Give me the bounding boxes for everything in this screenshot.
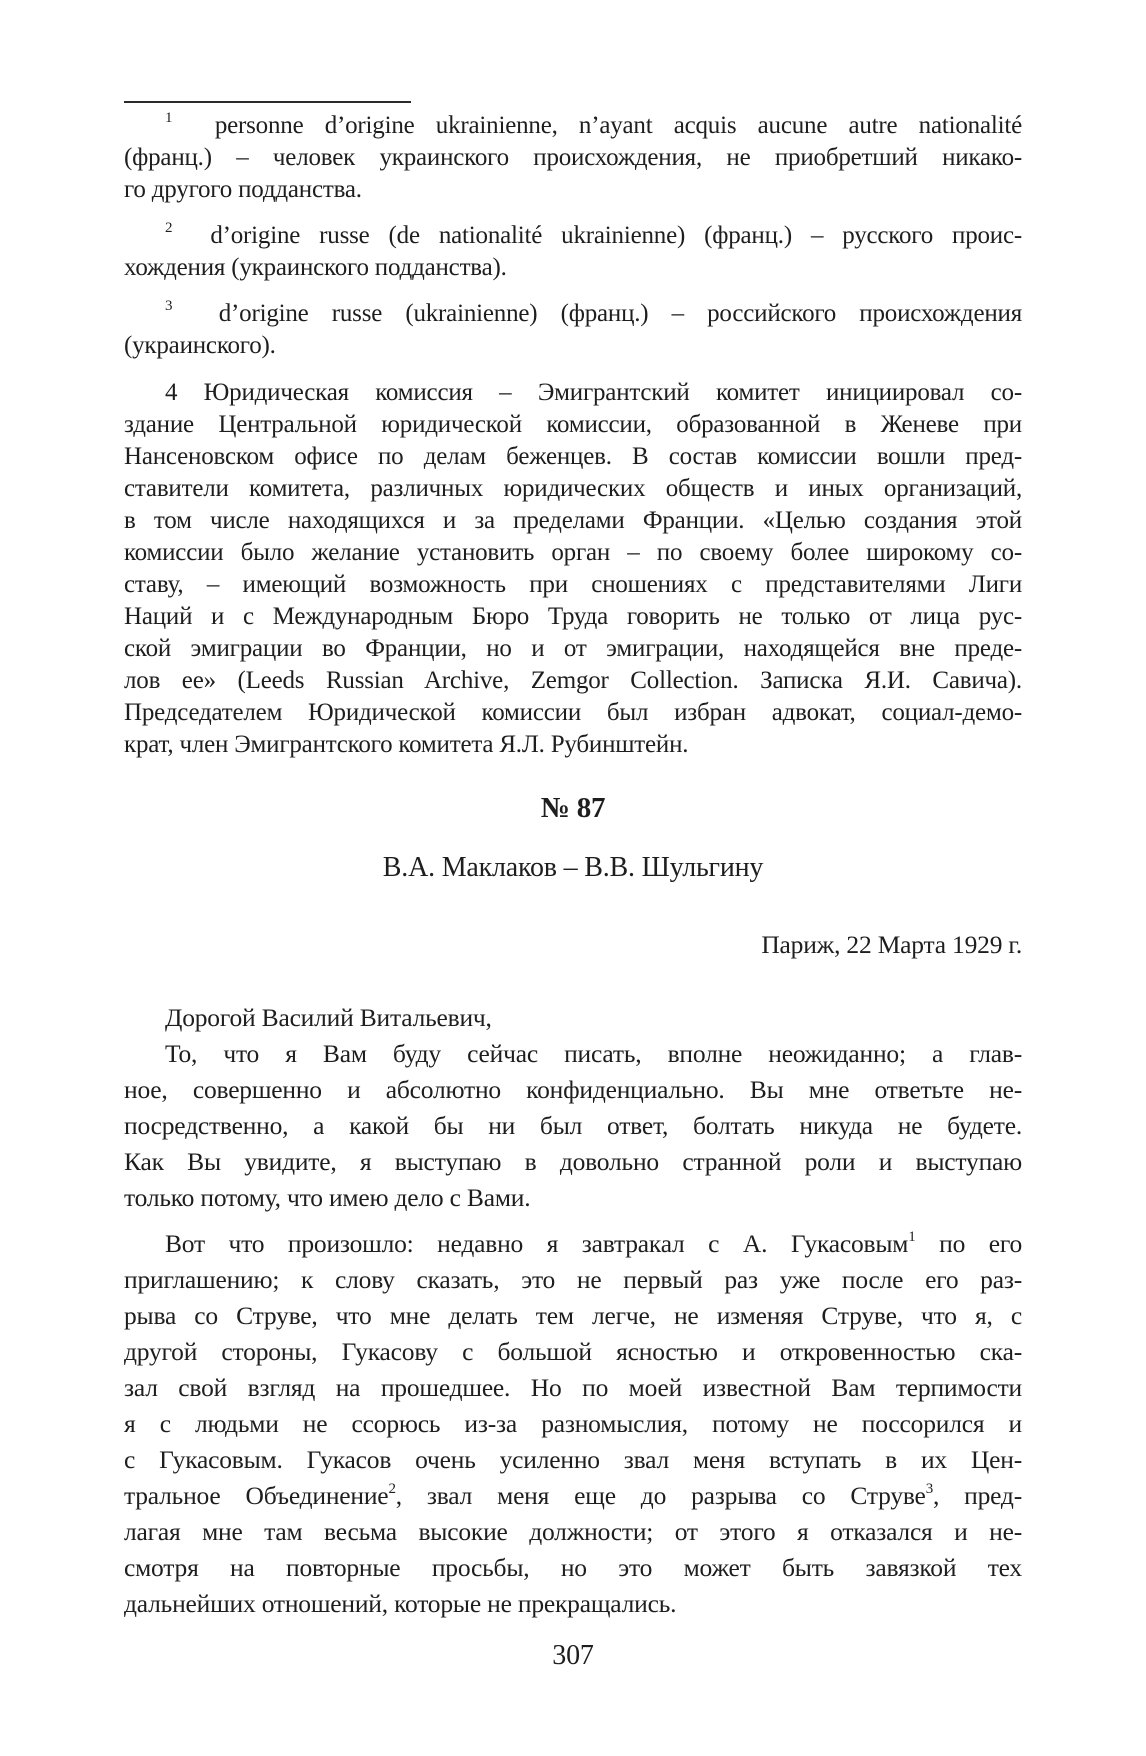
- paragraph-1-line-4: Как Вы увидите, я выступаю в довольно странной роли и выступаю: [124, 1147, 1022, 1176]
- paragraph-2-line-11: дальнейших отношений, которые не прекращались.: [124, 1589, 677, 1618]
- page-number: 307: [552, 1640, 594, 1671]
- footnote-4-line-6: комиссии было желание установить орган – по своему более широкому со-: [124, 539, 1022, 566]
- paragraph-2-line-1: Вот что произошло: недавно я завтракал с А. Гукасовым$^1$ по его: [165, 1229, 1023, 1258]
- footnote-4-line-9: ской эмиграции во Франции, но и от эмиграции, находящейся вне преде-: [124, 635, 1022, 662]
- footnote-1-line-1: $^1$ personne d’origine ukrainienne, n’ayant acquis aucune autre nationalité: [165, 110, 1022, 139]
- footnote-2-line-2: хождения (украинского подданства).: [124, 254, 507, 281]
- footnote-4-line-12: крат, член Эмигрантского комитета Я.Л. Рубинштейн.: [124, 731, 689, 758]
- footnote-marker: 2: [165, 220, 173, 236]
- paragraph-2-line-9: лагая мне там весьма высокие должности; от этого я отказался и не-: [124, 1517, 1022, 1546]
- paragraph-2-line-2: приглашению; к слову сказать, это не первый раз уже после его раз-: [124, 1265, 1022, 1294]
- footnote-4-line-8: Наций и с Международным Бюро Труда говорить не только от лица рус-: [124, 603, 1022, 630]
- footnote-4-line-5: в том числе находящихся и за пределами Франции. «Целью создания этой: [124, 507, 1022, 534]
- paragraph-2-line-8: тральное Объединение$^2$, звал меня еще до разрыва со Струве$^3$, пред-: [124, 1481, 1022, 1510]
- footnote-4-line-2: здание Центральной юридической комиссии, образованной в Женеве при: [124, 411, 1022, 438]
- footnote-4-line-11: Председателем Юридической комиссии был избран адвокат, социал-демо-: [124, 699, 1022, 726]
- paragraph-2-line-6: я с людьми не ссорюсь из-за разномыслия, потому не поссорился и: [124, 1409, 1022, 1438]
- footnote-ref: 3: [925, 1481, 933, 1497]
- paragraph-1-line-2: ное, совершенно и абсолютно конфиденциально. Вы мне ответьте не-: [124, 1075, 1022, 1104]
- footnote-ref: 1: [908, 1229, 916, 1245]
- footnote-4-line-4: ставители комитета, различных юридических обществ и иных организаций,: [124, 475, 1022, 502]
- footnote-4-line-1: 4 Юридическая комиссия – Эмигрантский комитет инициировал со-: [165, 379, 1022, 406]
- footnote-4-line-10: лов ее» (Leeds Russian Archive, Zemgor Collection. Записка Я.И. Савича).: [124, 667, 1022, 694]
- footnote-1-line-3: го другого подданства.: [124, 176, 362, 203]
- footnote-marker: 1: [165, 110, 173, 126]
- paragraph-2-line-5: зал свой взгляд на прошедшее. Но по моей известной Вам терпимости: [124, 1373, 1022, 1402]
- footnote-4-line-3: Нансеновском офисе по делам беженцев. В состав комиссии вошли пред-: [124, 443, 1022, 470]
- paragraph-2-line-7: с Гукасовым. Гукасов очень усиленно звал меня вступать в их Цен-: [124, 1445, 1022, 1474]
- document-addressee: В.А. Маклаков – В.В. Шульгину: [382, 852, 764, 883]
- letter-salutation: Дорогой Василий Витальевич,: [165, 1003, 492, 1032]
- document-number: № 87: [540, 792, 606, 824]
- footnote-4-line-7: ставу, – имеющий возможность при сношениях с представителями Лиги: [124, 571, 1022, 598]
- paragraph-2-line-4: другой стороны, Гукасову с большой ясностью и откровенностью ска-: [124, 1337, 1022, 1366]
- footnote-ref: 2: [388, 1481, 396, 1497]
- paragraph-1-line-1: То, что я Вам буду сейчас писать, вполне неожиданно; а глав-: [165, 1039, 1022, 1068]
- document-place-date: Париж, 22 Марта 1929 г.: [761, 930, 1022, 959]
- paragraph-1-line-3: посредственно, а какой бы ни был ответ, болтать никуда не будете.: [124, 1111, 1022, 1140]
- footnote-3-line-1: $^3$ d’origine russe (ukrainienne) (франц.) – российского происхождения: [165, 298, 1022, 327]
- paragraph-2-line-3: рыва со Струве, что мне делать тем легче, не изменяя Струве, что я, с: [124, 1301, 1022, 1330]
- footnote-separator-rule: [124, 101, 411, 103]
- footnote-3-line-2: (украинского).: [124, 332, 276, 359]
- footnote-1-line-2: (франц.) – человек украинского происхождения, не приобретший никако-: [124, 144, 1022, 171]
- footnote-2-line-1: $^2$ d’origine russe (de nationalité ukrainienne) (франц.) – русского проис-: [165, 220, 1022, 249]
- paragraph-1-line-5: только потому, что имею дело с Вами.: [124, 1183, 531, 1212]
- footnote-marker: 3: [165, 298, 173, 314]
- paragraph-2-line-10: смотря на повторные просьбы, но это может быть завязкой тех: [124, 1553, 1022, 1582]
